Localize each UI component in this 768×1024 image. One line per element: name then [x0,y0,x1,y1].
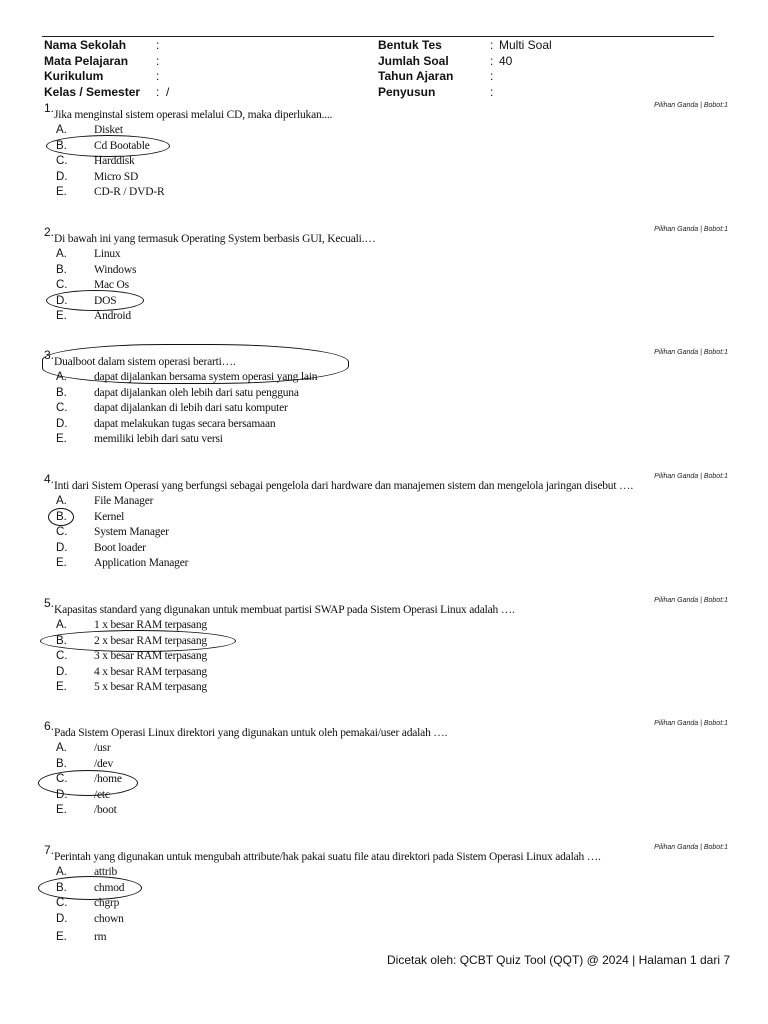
option-text: Application Manager [94,557,189,569]
option-d[interactable] [44,913,684,929]
option-letter: C. [56,526,68,538]
option-text: /usr [94,742,111,754]
question-text: Di bawah ini yang termasuk Operating System berbasis GUI, Kecuali.… [54,233,376,245]
option-text: Micro SD [94,170,139,183]
question-type: Pilihan Ganda | Bobot:1 [654,720,728,727]
option-text: Mac Os [94,279,129,291]
question-number: 5. [44,596,55,610]
header-row [44,54,724,70]
header-value: 40 [499,53,513,68]
question-text: Perintah yang digunakan untuk mengubah attribute/hak pakai suatu file atau direktori pada Sistem Operasi Linux adalah …. [54,851,601,863]
option-c[interactable] [44,279,684,295]
option-a[interactable] [44,742,684,758]
option-text: Windows [94,263,137,276]
option-letter: E. [56,310,67,322]
header-colon: : [490,53,494,68]
option-d[interactable] [44,171,684,187]
option-text: dapat dijalankan bersama system operasi yang lain [94,371,318,383]
option-text: 4 x besar RAM terpasang [94,665,207,678]
option-text: 3 x besar RAM terpasang [94,650,207,662]
question-number: 1. [44,101,55,115]
header-label: Bentuk Tes [378,38,442,52]
question-text: Pada Sistem Operasi Linux direktori yang digunakan untuk oleh pemakai/user adalah …. [54,727,448,739]
option-letter: D. [56,417,68,430]
option-letter: D. [56,788,68,801]
question-number: 3. [44,348,55,362]
option-d[interactable] [44,789,684,805]
header-value: / [166,84,170,99]
header-label: Penyusun [378,84,436,99]
option-a[interactable] [44,495,684,511]
option-b[interactable] [44,635,684,651]
option-c[interactable] [44,526,684,542]
header-row [44,69,724,85]
option-text: /home [94,773,122,785]
option-text: CD-R / DVD-R [94,186,165,198]
option-letter: B. [56,881,67,894]
option-letter: E. [56,681,67,693]
option-c[interactable] [44,650,684,666]
option-b[interactable] [44,882,684,898]
option-b[interactable] [44,758,684,774]
question-type: Pilihan Ganda | Bobot:1 [654,473,728,480]
option-text: rm [94,931,107,943]
header-colon: : [490,84,494,99]
option-letter: E. [56,804,67,816]
option-b[interactable] [44,511,684,527]
option-a[interactable] [44,371,684,387]
option-letter: B. [56,386,67,399]
option-letter: C. [56,155,68,167]
option-b[interactable] [44,140,684,156]
option-text: Kernel [94,510,125,523]
option-a[interactable] [44,866,684,882]
option-text: attrib [94,866,118,878]
option-c[interactable] [44,402,684,418]
header-label: Mata Pelajaran [44,53,129,68]
option-text: Android [94,310,131,322]
option-b[interactable] [44,264,684,280]
option-c[interactable] [44,897,684,913]
option-c[interactable] [44,155,684,171]
option-letter: D. [56,294,68,307]
header-colon: : [156,69,160,83]
option-d[interactable] [44,542,684,558]
option-text: dapat melakukan tugas secara bersamaan [94,417,276,430]
option-text: chmod [94,881,125,894]
option-letter: B. [56,139,67,152]
option-letter: D. [56,912,68,925]
option-letter: A. [56,619,67,631]
header-label: Kurikulum [44,69,104,83]
question-text: Jika menginstal sistem operasi melalui CD, maka diperlukan.... [54,109,333,121]
header-rule [42,36,714,37]
question-type: Pilihan Ganda | Bobot:1 [654,597,728,604]
option-e[interactable] [44,804,684,820]
option-text: Harddisk [94,155,135,167]
option-letter: B. [56,757,67,770]
header-value: Multi Soal [499,38,552,52]
option-letter: C. [56,402,68,414]
header-colon: : [490,69,494,83]
option-letter: C. [56,773,68,785]
option-e[interactable] [44,557,684,573]
option-b[interactable] [44,387,684,403]
option-text: 2 x besar RAM terpasang [94,634,207,647]
option-text: dapat dijalankan oleh lebih dari satu pengguna [94,386,299,399]
question-type: Pilihan Ganda | Bobot:1 [654,226,728,233]
header-label: Nama Sekolah [44,38,127,52]
question-text: Dualboot dalam sistem operasi berarti…. [54,356,236,368]
option-letter: A. [56,866,67,878]
header-row [44,38,724,54]
question-number: 4. [44,472,55,486]
question-type: Pilihan Ganda | Bobot:1 [654,844,728,851]
option-letter: B. [56,634,67,647]
question-type: Pilihan Ganda | Bobot:1 [654,349,728,356]
header-row [44,85,724,101]
option-text: 5 x besar RAM terpasang [94,681,207,693]
option-letter: A. [56,371,67,383]
header-colon: : [156,53,160,68]
question-number: 7. [44,843,55,857]
header-colon: : [156,38,160,52]
header-colon: : [490,38,494,52]
option-letter: C. [56,897,68,909]
question-text: Inti dari Sistem Operasi yang berfungsi sebagai pengelola dari hardware dan manajemen sistem dan mengelola jaringan disebut …. [54,480,633,492]
question-number: 2. [44,225,55,239]
option-letter: E. [56,186,67,198]
option-text: memiliki lebih dari satu versi [94,433,223,445]
option-text: 1 x besar RAM terpasang [94,619,207,631]
exam-header [44,38,724,100]
option-letter: E. [56,931,67,943]
option-text: /etc [94,788,110,801]
option-text: Disket [94,124,123,136]
option-letter: E. [56,433,67,445]
option-letter: A. [56,742,67,754]
option-text: /dev [94,757,113,770]
option-text: dapat dijalankan di lebih dari satu komputer [94,402,288,414]
question-number: 6. [44,719,55,733]
header-label: Jumlah Soal [378,53,449,68]
option-letter: D. [56,541,68,554]
option-text: Boot loader [94,541,146,554]
option-letter: B. [56,263,67,276]
header-label: Kelas / Semester [44,84,141,99]
option-letter: A. [56,248,67,260]
option-e[interactable] [44,310,684,326]
option-text: System Manager [94,526,169,538]
header-label: Tahun Ajaran [378,69,454,83]
option-d[interactable] [44,666,684,682]
option-text: DOS [94,294,117,307]
option-e[interactable] [44,681,684,697]
header-colon: : [156,84,160,99]
question-text: Kapasitas standard yang digunakan untuk membuat partisi SWAP pada Sistem Operasi Linux adalah …. [54,604,515,616]
page-footer: Dicetak oleh: QCBT Quiz Tool (QQT) @ 2024 | Halaman 1 dari 7 [387,953,730,967]
option-text: Linux [94,248,121,260]
question-type: Pilihan Ganda | Bobot:1 [654,102,728,109]
option-letter: B. [56,510,67,523]
option-a[interactable] [44,124,684,140]
option-text: Cd Bootable [94,139,150,152]
option-e[interactable] [44,931,684,947]
option-a[interactable] [44,619,684,635]
option-e[interactable] [44,433,684,449]
option-letter: E. [56,557,67,569]
option-letter: C. [56,279,68,291]
option-d[interactable] [44,418,684,434]
option-text: chown [94,912,124,925]
option-letter: A. [56,124,67,136]
option-c[interactable] [44,773,684,789]
option-text: /boot [94,804,117,816]
option-letter: A. [56,495,67,507]
option-a[interactable] [44,248,684,264]
option-text: chgrp [94,897,120,909]
option-e[interactable] [44,186,684,202]
option-text: File Manager [94,495,154,507]
option-letter: D. [56,170,68,183]
option-d[interactable] [44,295,684,311]
option-letter: C. [56,650,68,662]
option-letter: D. [56,665,68,678]
